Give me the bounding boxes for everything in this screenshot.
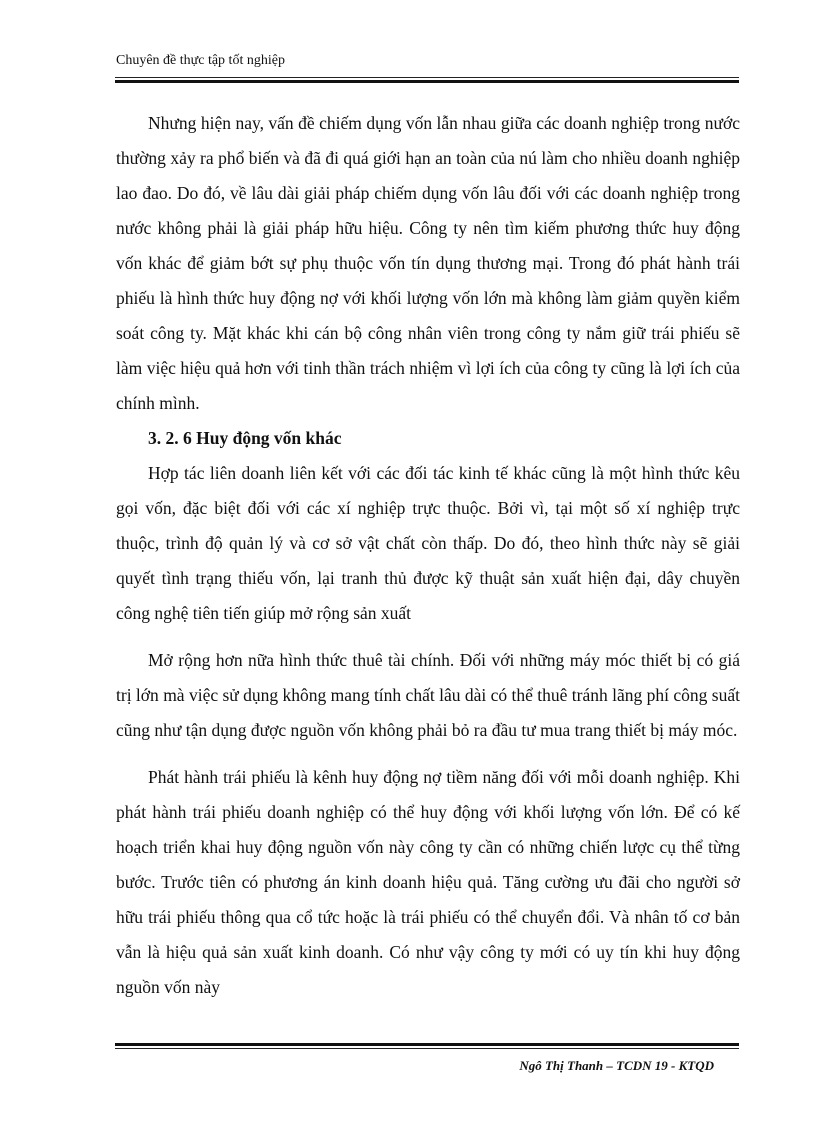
header-rule-thin (115, 77, 739, 78)
page-header-title: Chuyên đề thực tập tốt nghiệp (116, 53, 285, 68)
section-heading: 3. 2. 6 Huy động vốn khác (148, 428, 342, 448)
paragraph-4: Phát hành trái phiếu là kênh huy động nợ tiềm năng đối với mỗi doanh nghiệp. Khi phát hành trái phiếu doanh nghiệp có thể huy động với khối lượng vốn lớn. Để có kế hoạch triển khai huy động nguồn vốn này công ty cần có những chiến lược cụ thể từng bước. Trước tiên có phương án kinh doanh hiệu quả. Tăng cường ưu đãi cho người sở hữu trái phiếu thông qua cổ tức hoặc là trái phiếu có thể chuyển đổi. Và nhân tố cơ bản vẫn là hiệu quả sản xuất kinh doanh. Có như vậy công ty mới có uy tín khi huy động nguồn vốn này (116, 767, 740, 997)
footer-rule-thick (115, 1043, 739, 1046)
paragraph-1: Nhưng hiện nay, vấn đề chiếm dụng vốn lẫn nhau giữa các doanh nghiệp trong nước thường xảy ra phổ biến và đã đi quá giới hạn an toàn của nú làm cho nhiều doanh nghiệp lao đao. Do đó, về lâu dài giải pháp chiếm dụng vốn lâu đối với các doanh nghiệp trong nước không phải là giải pháp hữu hiệu. Công ty nên tìm kiếm phương thức huy động vốn khác để giảm bớt sự phụ thuộc vốn tín dụng thương mại. Trong đó phát hành trái phiếu là hình thức huy động nợ với khối lượng vốn lớn mà không làm giảm quyền kiểm soát công ty. Mặt khác khi cán bộ công nhân viên trong công ty nắm giữ trái phiếu sẽ làm việc hiệu quả hơn với tinh thần trách nhiệm vì lợi ích của công ty cũng là lợi ích của chính mình. (116, 113, 740, 413)
footer-author: Ngô Thị Thanh – TCDN 19 - KTQD (519, 1058, 714, 1073)
header-rule-thick (115, 80, 739, 83)
paragraph-3: Mở rộng hơn nữa hình thức thuê tài chính. Đối với những máy móc thiết bị có giá trị lớn mà việc sử dụng không mang tính chất lâu dài có thể thuê tránh lãng phí công suất cũng như tận dụng được nguồn vốn không phải bỏ ra đầu tư mua trang thiết bị máy móc. (116, 650, 740, 740)
paragraph-2: Hợp tác liên doanh liên kết với các đối tác kinh tế khác cũng là một hình thức kêu gọi vốn, đặc biệt đối với các xí nghiệp trực thuộc. Bởi vì, tại một số xí nghiệp trực thuộc, trình độ quản lý và cơ sở vật chất còn thấp. Do đó, theo hình thức này sẽ giải quyết tình trạng thiếu vốn, lại tranh thủ được kỹ thuật sản xuất hiện đại, dây chuyền công nghệ tiên tiến giúp mở rộng sản xuất (116, 463, 740, 623)
document-body (116, 106, 740, 1005)
footer-rule-thin (115, 1048, 739, 1049)
